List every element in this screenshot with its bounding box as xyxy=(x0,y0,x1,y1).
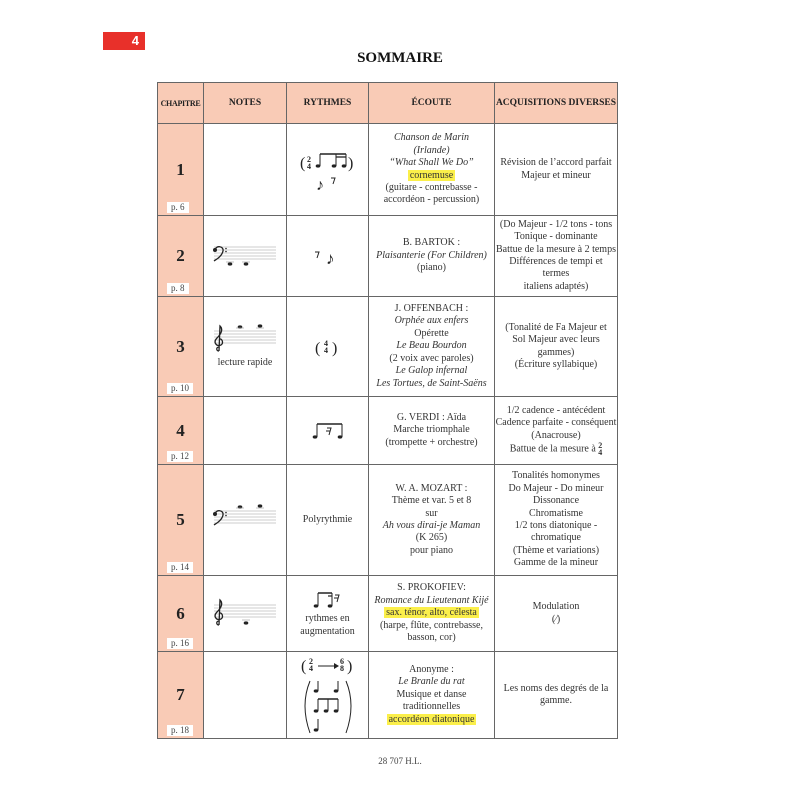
svg-text:♪: ♪ xyxy=(315,176,324,192)
acquisitions-cell xyxy=(495,576,618,652)
staff-notation-icon xyxy=(210,597,280,631)
acquisition-line: Sol Majeur avec leurs gammes) xyxy=(512,334,600,358)
chapter-cell xyxy=(158,652,204,739)
rhythm-notation-icon xyxy=(298,653,358,737)
acquisition-line: (⁄) xyxy=(551,613,561,625)
header-rythmes: RYTHMES xyxy=(287,83,369,124)
ecoute-line: Musique et danse xyxy=(396,688,467,700)
chapter-cell xyxy=(158,397,204,465)
time-signature-icon xyxy=(313,335,343,359)
acquisitions-cell xyxy=(495,397,618,465)
staff-notation-icon xyxy=(210,503,280,537)
ecoute-cell xyxy=(369,465,495,576)
chapter-page: p. 12 xyxy=(167,451,193,462)
ecoute-line: “What Shall We Do” xyxy=(389,157,474,169)
notes-cell xyxy=(204,297,287,397)
ecoute-line: Le Beau Bourdon xyxy=(396,340,467,352)
acquisition-line: Tonique - dominante xyxy=(514,231,598,243)
ecoute-line: B. BARTOK : xyxy=(402,237,461,249)
ecoute-line: Le Branle du rat xyxy=(398,676,465,688)
chapter-number: 4 xyxy=(176,420,185,440)
ecoute-line: (trompette + orchestre) xyxy=(385,436,478,448)
ecoute-cell xyxy=(369,216,495,297)
ecoute-line: sur xyxy=(425,507,438,519)
ecoute-cell xyxy=(369,297,495,397)
ecoute-line: Anonyme : xyxy=(409,663,454,675)
acquisition-line: Chromatisme xyxy=(529,507,583,519)
acquisitions-cell xyxy=(495,652,618,739)
ecoute-line: Opérette xyxy=(414,327,449,339)
acquisitions-cell xyxy=(495,216,618,297)
ecoute-line: (harpe, flûte, contrebasse, xyxy=(379,619,483,631)
svg-text:2: 2 xyxy=(306,154,311,164)
acquisition-line: Battue de la mesure à 2 temps xyxy=(496,243,616,255)
acquisition-line: (Écriture syllabique) xyxy=(514,358,598,370)
ecoute-line: (Irlande) xyxy=(413,144,450,156)
footer-reference: 28 707 H.L. xyxy=(378,756,422,766)
ecoute-line: sax. ténor, alto, célesta xyxy=(386,607,477,619)
chapter-page: p. 6 xyxy=(167,202,189,213)
notes-text: lecture rapide xyxy=(217,357,273,369)
time-signature-icon: 2 4 xyxy=(598,441,603,458)
ecoute-line: pour piano xyxy=(409,544,454,556)
ecoute-line: G. VERDI : Aïda xyxy=(396,411,467,423)
rhythms-text: rythmes en augmentation xyxy=(300,613,355,637)
chapter-cell xyxy=(158,216,204,297)
page-number-badge: 4 xyxy=(103,32,145,50)
rhythms-cell xyxy=(287,465,369,576)
rhythms-cell xyxy=(287,216,369,297)
page-title: SOMMAIRE xyxy=(357,50,443,66)
acquisition-line: Tonalités homonymes xyxy=(512,470,600,482)
chapter-cell xyxy=(158,297,204,397)
acquisitions-cell xyxy=(495,124,618,216)
chapter-number: 6 xyxy=(176,603,185,623)
rhythm-notation-icon xyxy=(298,148,358,192)
svg-text:(: ( xyxy=(299,154,305,172)
ecoute-line: Le Galop infernal xyxy=(395,365,468,377)
chapter-number: 1 xyxy=(176,159,185,179)
notes-cell xyxy=(204,124,287,216)
acquisition-line: gamme. xyxy=(540,695,572,706)
acquisition-line: (Tonalité de Fa Majeur et xyxy=(505,321,607,333)
acquisitions-cell xyxy=(495,297,618,397)
svg-text:): ) xyxy=(347,154,353,172)
summary-table xyxy=(157,82,618,739)
ecoute-line: Plaisanterie (For Children) xyxy=(376,249,487,261)
acquisition-line: Majeur et mineur xyxy=(521,169,591,181)
table-header-row xyxy=(158,83,618,124)
chapter-cell xyxy=(158,576,204,652)
svg-text:4: 4 xyxy=(323,338,328,348)
rhythm-notation-icon xyxy=(308,420,348,442)
rhythm-notation-icon xyxy=(308,244,348,268)
rhythm-notation-icon xyxy=(308,589,348,613)
ecoute-cell xyxy=(369,397,495,465)
rhythms-text: Polyrythmie xyxy=(302,513,353,525)
ecoute-line: Thème et var. 5 et 8 xyxy=(391,495,472,507)
chapter-row xyxy=(158,576,618,652)
svg-text:♪: ♪ xyxy=(325,249,334,268)
ecoute-line: Les Tortues, de Saint-Saëns xyxy=(376,377,487,389)
acquisition-line: (Anacrouse) xyxy=(531,429,581,441)
rhythms-cell xyxy=(287,397,369,465)
ecoute-line: (piano) xyxy=(417,262,446,274)
ecoute-line: Chanson de Marin xyxy=(394,132,469,144)
header-ecoute: ÉCOUTE xyxy=(369,83,495,124)
ecoute-line: Romance du Lieutenant Kijé xyxy=(374,594,489,606)
svg-text:4: 4 xyxy=(306,161,311,171)
svg-text:2: 2 xyxy=(308,657,313,666)
chapter-row xyxy=(158,124,618,216)
chapter-page: p. 16 xyxy=(167,638,193,649)
chapter-number: 7 xyxy=(176,685,185,704)
notes-cell xyxy=(204,397,287,465)
svg-text:4: 4 xyxy=(308,664,313,673)
chapter-cell xyxy=(158,465,204,576)
rhythms-cell xyxy=(287,576,369,652)
header-chapitre: CHAPITRE xyxy=(158,83,204,124)
svg-text:(: ( xyxy=(314,339,320,357)
svg-text:(: ( xyxy=(300,658,306,675)
ecoute-cell xyxy=(369,576,495,652)
svg-text:4: 4 xyxy=(323,345,328,355)
ecoute-line: traditionnelles xyxy=(402,701,461,713)
acquisition-line: italiens adaptés) xyxy=(523,280,589,292)
chapter-row xyxy=(158,652,618,739)
acquisition-line: (Do Majeur - 1/2 tons - tons xyxy=(499,218,613,230)
chapter-page: p. 8 xyxy=(167,283,189,294)
ecoute-cell xyxy=(369,124,495,216)
notes-cell xyxy=(204,465,287,576)
rhythms-cell xyxy=(287,652,369,739)
chapter-row xyxy=(158,297,618,397)
svg-text:6: 6 xyxy=(339,657,344,666)
rhythms-cell xyxy=(287,297,369,397)
chapter-number: 3 xyxy=(176,336,185,356)
acquisition-line: Gamme de la mineur xyxy=(513,557,599,569)
rhythms-cell xyxy=(287,124,369,216)
ecoute-line: W. A. MOZART : xyxy=(395,482,468,494)
ecoute-line: cornemuse xyxy=(409,169,454,181)
svg-text:8: 8 xyxy=(339,664,344,673)
acquisition-line: Cadence parfaite - conséquent xyxy=(495,417,617,429)
header-acquisitions: ACQUISITIONS DIVERSES xyxy=(495,83,618,124)
acquisition-line: (Thème et variations) xyxy=(512,544,600,556)
acquisition-line: 1/2 cadence - antécédent xyxy=(506,404,606,416)
staff-notation-icon xyxy=(210,323,280,357)
acquisition-line: 1/2 tons diatonique - xyxy=(514,520,598,531)
acquisition-line: Modulation xyxy=(532,601,580,613)
ecoute-line: basson, cor) xyxy=(407,632,456,644)
acquisition-line: Battue de la mesure à 2 4 xyxy=(509,441,603,458)
header-notes: NOTES xyxy=(204,83,287,124)
ecoute-line: Orphée aux enfers xyxy=(394,315,469,327)
acquisition-line: Dissonance xyxy=(532,495,580,507)
chapter-page: p. 18 xyxy=(167,725,193,736)
chapter-row xyxy=(158,397,618,465)
ecoute-line: (K 265) xyxy=(415,532,448,544)
acquisition-line: chromatique xyxy=(531,532,581,544)
chapter-number: 2 xyxy=(176,246,185,265)
acquisition-line: Les noms des degrés de la xyxy=(503,682,609,694)
ecoute-line: J. OFFENBACH : xyxy=(394,303,469,315)
chapter-number: 5 xyxy=(176,510,185,529)
acquisitions-cell xyxy=(495,465,618,576)
ecoute-line: (guitare - contrebasse - xyxy=(385,181,478,193)
acquisition-line: Révision de l’accord parfait xyxy=(500,157,612,169)
svg-text:): ) xyxy=(331,339,337,357)
chapter-row xyxy=(158,465,618,576)
chapter-cell xyxy=(158,124,204,216)
chapter-page: p. 10 xyxy=(167,383,193,394)
notes-cell xyxy=(204,576,287,652)
ecoute-line: S. PROKOFIEV: xyxy=(397,582,466,594)
ecoute-line: Marche triomphale xyxy=(393,424,470,436)
staff-notation-icon xyxy=(210,239,280,273)
svg-text:): ) xyxy=(346,658,352,675)
ecoute-cell xyxy=(369,652,495,739)
acquisition-line: Do Majeur - Do mineur xyxy=(508,482,604,494)
chapter-page: p. 14 xyxy=(167,562,193,573)
ecoute-line: accordéon - percussion) xyxy=(383,194,480,206)
chapter-row xyxy=(158,216,618,297)
acquisition-line: Différences de tempi et termes xyxy=(509,256,603,280)
ecoute-line: Ah vous dirai-je Maman xyxy=(382,520,481,531)
notes-cell xyxy=(204,216,287,297)
ecoute-line: (2 voix avec paroles) xyxy=(389,352,474,364)
notes-cell xyxy=(204,652,287,739)
ecoute-line: accordéon diatonique xyxy=(388,713,475,725)
